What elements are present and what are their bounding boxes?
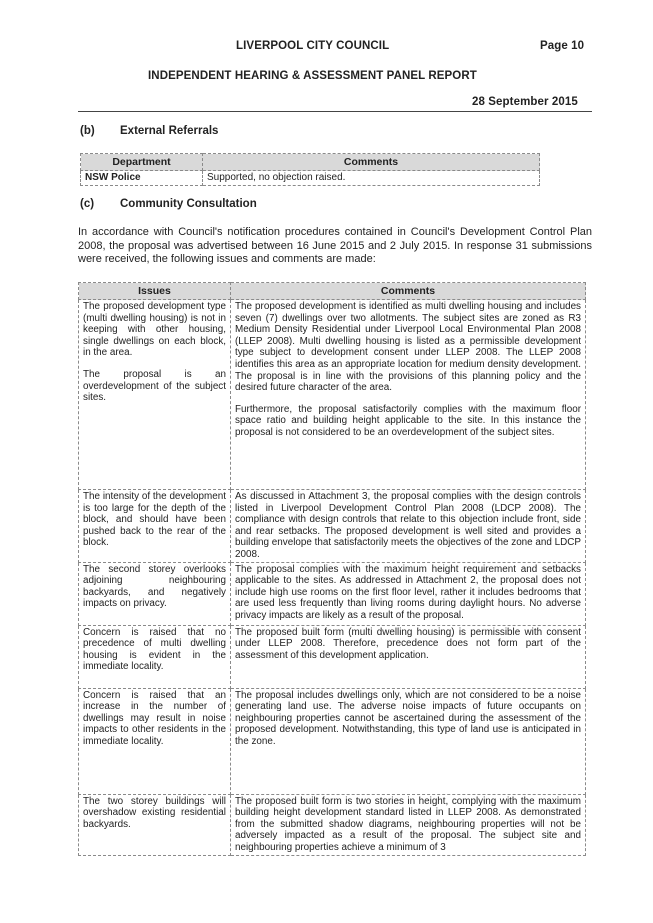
column-header: Issues (79, 283, 231, 300)
issue-text: The two storey buildings will overshadow existing residential backyards. (83, 795, 226, 830)
council-name: LIVERPOOL CITY COUNCIL (236, 40, 390, 52)
comment-cell: Supported, no objection raised. (203, 171, 540, 186)
issue-text: Concern is raised that no precedence of multi dwelling housing is evident in the immediate locality. (83, 626, 226, 673)
report-title: INDEPENDENT HEARING & ASSESSMENT PANEL REPORT (148, 70, 477, 82)
page-number: Page 10 (540, 40, 585, 52)
issue-cell (79, 490, 231, 563)
submissions-table (78, 282, 586, 856)
department-cell: NSW Police (81, 171, 203, 186)
table-header-row (79, 283, 586, 300)
issue-cell (79, 300, 231, 490)
issue-cell (79, 625, 231, 688)
comment-text: The proposal includes dwellings only, which are not considered to be a noise generating land use. The adverse noise impacts of future occupants on neighbouring properties cannot be ascertained during the assessment of the proposed development. Notwithstanding, this type of land use is anticipated in the zone. (235, 689, 581, 747)
comment-cell (231, 300, 586, 490)
comment-cell (231, 794, 586, 855)
section-number: (b) (80, 125, 95, 137)
comment-text: The proposal complies with the maximum height requirement and setbacks applicable to the sites. As addressed in Attachment 2, the proposal does not include high use rooms on the first floor level, rather it includes bedrooms that are used less frequently than living rooms during daylight hours. No adverse privacy impacts are likely as a result of the proposal. (235, 563, 581, 621)
table-row (79, 625, 586, 688)
report-date: 28 September 2015 (472, 96, 578, 108)
section-title: External Referrals (120, 125, 219, 137)
intro-paragraph: In accordance with Council's notification procedures contained in Council's Development Control Plan 2008, the proposal was advertised between 16 June 2015 and 2 July 2015. In response 31 submissions were received, the following issues and comments are made: (78, 226, 592, 265)
table-row (79, 688, 586, 794)
column-header: Comments (203, 154, 540, 171)
table-row (79, 794, 586, 855)
table-header-row (81, 154, 540, 171)
column-header: Comments (231, 283, 586, 300)
issue-cell (79, 794, 231, 855)
issue-text: Concern is raised that an increase in the number of dwellings may result in noise impacts to other residents in the immediate locality. (83, 689, 226, 747)
comment-text: The proposed built form is two stories in height, complying with the maximum building height development standard listed in LLEP 2008. As demonstrated from the submitted shadow diagrams, neighbouring properties will not be adversely impacted as a result of the proposal. The subject site and neighbouring properties achieve a minimum of 3 (235, 795, 581, 853)
comment-text: The proposed built form (multi dwelling housing) is permissible with consent under LLEP 2008. Therefore, precedence does not form part of the assessment of this development application. (235, 626, 581, 661)
issue-text: The intensity of the development is too large for the depth of the block, and should have been pushed back to the rear of the block. (83, 491, 226, 549)
comment-text: As discussed in Attachment 3, the proposal complies with the design controls listed in Liverpool Development Control Plan 2008 (LDCP 2008). The compliance with design controls that relate to this objection include front, side and rear setbacks. The proposed development is well sited and provides a building envelope that satisfactorily meets the objectives of the zone and LDCP 2008. (235, 491, 581, 560)
issue-text: The second storey overlooks adjoining neighbouring backyards, and negatively impacts on privacy. (83, 563, 226, 610)
section-title: Community Consultation (120, 198, 257, 210)
header-rule (78, 111, 592, 112)
comment-text: The proposed development is identified as multi dwelling housing and includes seven (7) dwellings over two allotments. The subject sites are zoned as R3 Medium Density Residential under Liverpool Local Environmental Plan 2008 (LLEP 2008). Multi dwelling housing is listed as a permissible development type subject to development consent under LLEP 2008. The LLEP 2008 identifies this area as an appropriate location for medium density development. The proposal is in line with the provisions of this planning policy and the desired future character of the area. (235, 301, 581, 394)
table-row (79, 300, 586, 490)
issue-text: The proposed development type (multi dwelling housing) is not in keeping with other housing, single dwellings on each block, in the area. (83, 301, 226, 359)
external-referrals-table (80, 153, 540, 186)
issue-text: The proposal is an overdevelopment of the subject sites. (83, 368, 226, 404)
table-row (79, 490, 586, 563)
section-number: (c) (80, 198, 95, 210)
comment-text: Furthermore, the proposal satisfactorily complies with the maximum floor space ratio and building height applicable to the site. In this instance the proposal is not considered to be an overdevelopment of the subject sites. (235, 403, 581, 438)
comment-cell (231, 688, 586, 794)
comment-cell (231, 490, 586, 563)
table-row (79, 562, 586, 625)
issue-cell (79, 562, 231, 625)
table-row (81, 171, 540, 186)
comment-cell (231, 625, 586, 688)
issue-cell (79, 688, 231, 794)
column-header: Department (81, 154, 203, 171)
comment-cell (231, 562, 586, 625)
